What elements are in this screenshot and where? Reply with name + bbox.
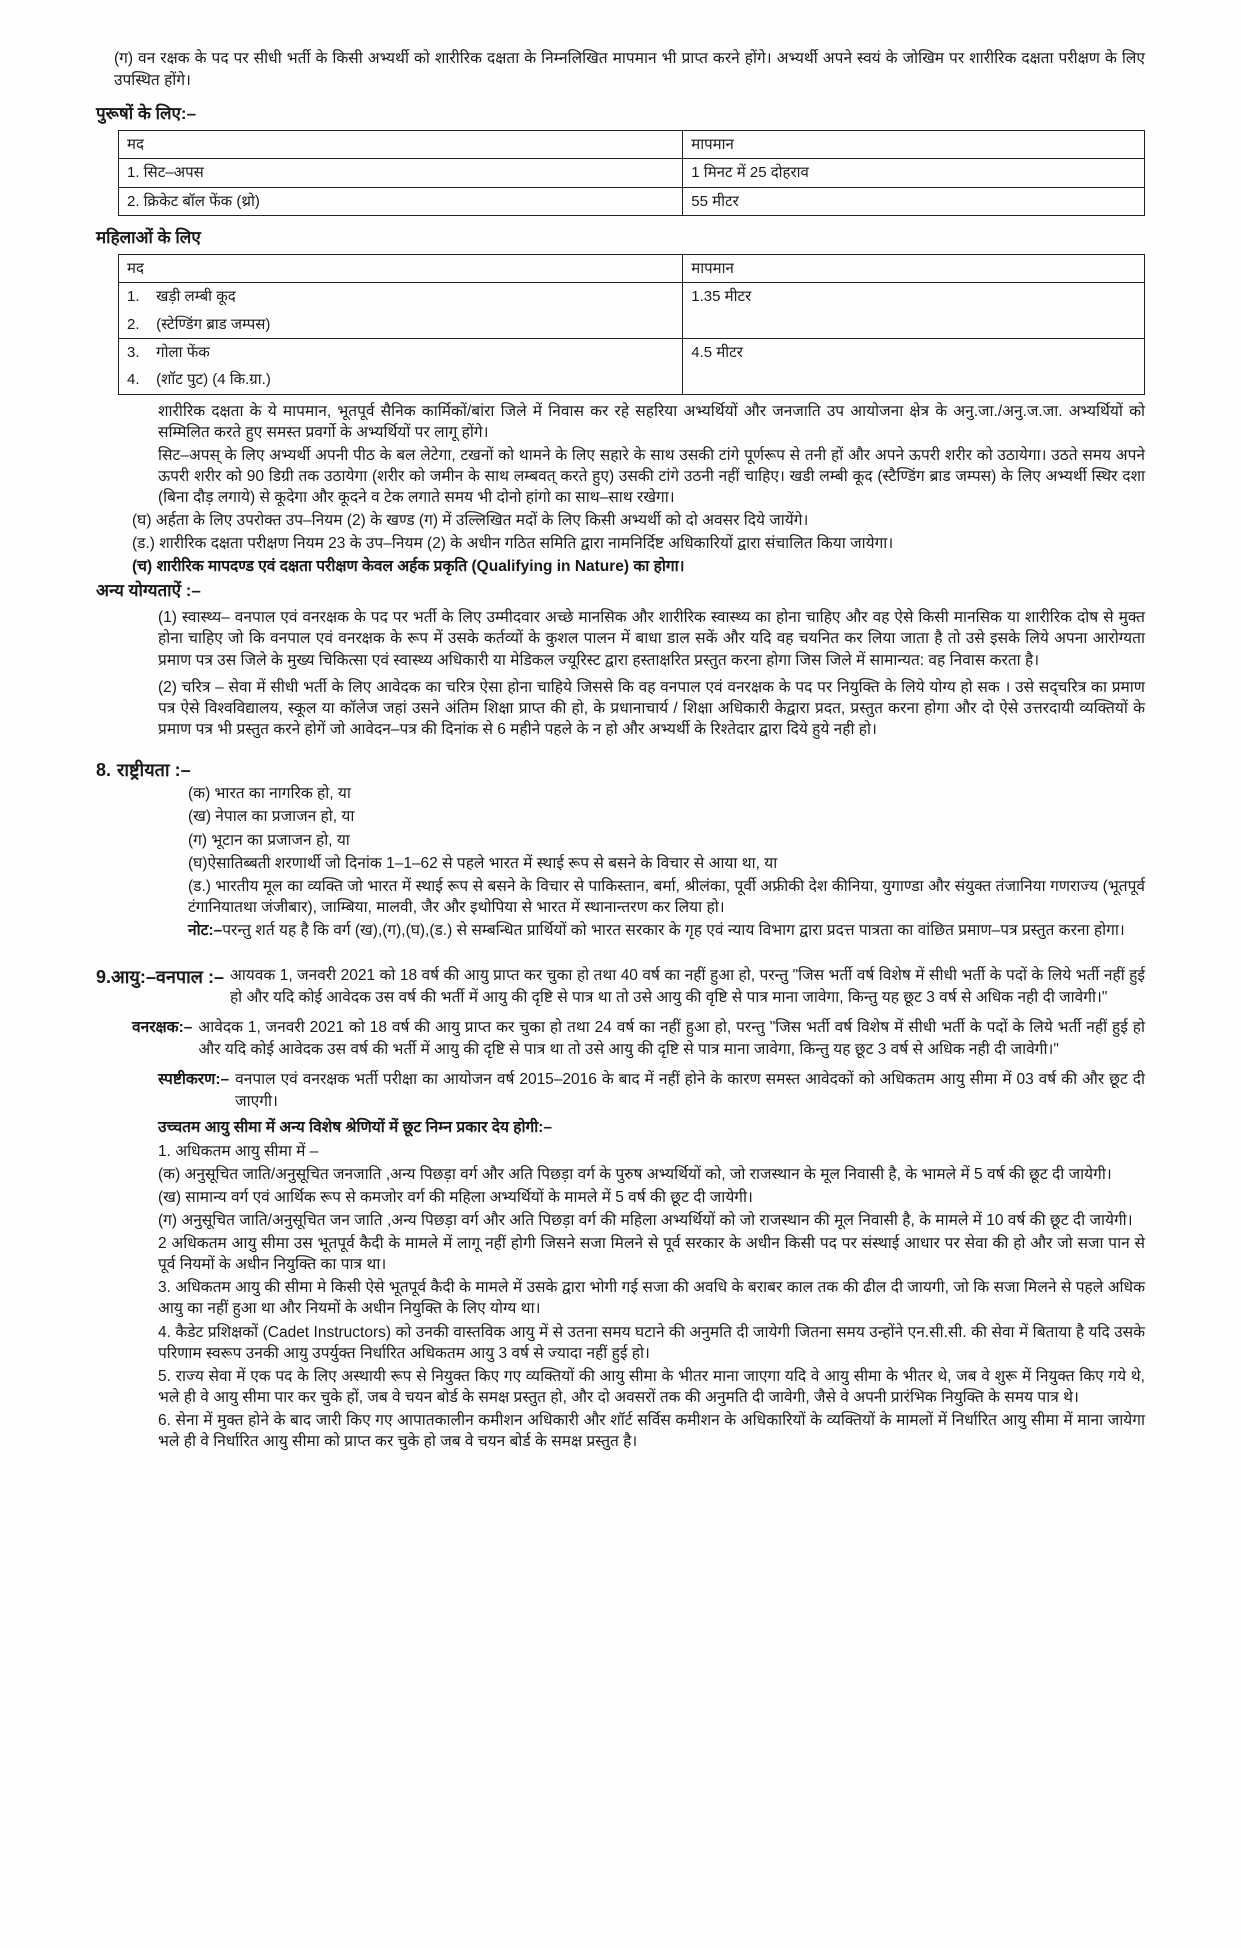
clause-cha: (च) शारीरिक मापदण्ड एवं दक्षता परीक्षण केवल अर्हक प्रकृति (Qualifying in Nature) का होगा। bbox=[132, 558, 685, 576]
physical-standard-paragraph-1: शारीरिक दक्षता के ये मापमान, भूतपूर्व सैनिक कार्मिकों/बांरा जिले में निवास कर रहे सहरिया अभ्यर्थियों और जनजाति उप आयोजना क्षेत्र के अनु.जा./अनु.ज.जा. अभ्यर्थियों को सम्मिलित करते हुए समस्त प्रवर्गो के अभ्यर्थियों पर लागू होंगे। bbox=[158, 402, 1145, 441]
relaxation-item: 4. कैडेट प्रशिक्षकों (Cadet Instructors) को उनकी वास्तविक आयु में से उतना समय घटाने की अनुमति दी जायेगी जितना समय उन्होंने एन.सी.सी. की सेवा में बिताया है यदि उसके परिणाम स्वरूप उनकी आयु उपर्युक्त निर्धारित अधिकतम आयु 3 वर्ष से ज्यादा नहीं हुई हो। bbox=[158, 1323, 1145, 1362]
relaxation-item: (ख) सामान्य वर्ग एवं आर्थिक रूप से कमजोर वर्ग की महिला अभ्यर्थियों के मामले में 5 वर्ष की छूट दी जायेगी। bbox=[158, 1189, 753, 1207]
table-header-item: मद bbox=[119, 255, 683, 283]
table-header-row bbox=[119, 255, 1145, 283]
section-9-block bbox=[96, 965, 1145, 1009]
forester-text: आवेदक 1, जनवरी 2021 को 18 वर्ष की आयु प्राप्त कर चुका हो तथा 24 वर्ष का नहीं हुआ हो, परन्तु "जिस भर्ती वर्ष विशेष में सीधी भर्ती के पदों के लिये भर्ती नहीं हुई हो और यदि कोई आवेदक उस वर्ष की भर्ती में आयु की दृष्टि से पात्र था तो उसे आयु की दृष्टि से पात्र माना जावेगा, किन्तु यह छूट 3 वर्ष से अधिक नही दी जावेगी।" bbox=[198, 1018, 1145, 1058]
section-8-note-text: परन्तु शर्त यह है कि वर्ग (ख),(ग),(घ),(ड.) से सम्बन्धित प्रार्थियों को भारत सरकार के गृह एवं न्याय विभाग द्वारा प्रदत्त पात्रता का वांछित प्रमाण–पत्र प्रस्तुत करना होगा। bbox=[222, 921, 1125, 939]
forester-block bbox=[132, 1017, 1145, 1061]
table-header-measure: मापमान bbox=[683, 131, 1145, 159]
table-header-measure: मापमान bbox=[683, 255, 1145, 283]
section-8-note bbox=[188, 920, 1145, 941]
section-8-item: (ग) भूटान का प्रजाजन हो, या bbox=[188, 831, 350, 849]
section-8-number: 8. bbox=[96, 759, 112, 780]
relaxation-item: 6. सेना में मुक्त होने के बाद जारी किए गए आपातकालीन कमीशन अधिकारी और शॉर्ट सर्विस कमीशन के अधिकारियों के व्यक्तियों के मामलों में निर्धारित आयु सीमा में माना जायेगा भले ही वे निर्धारित आयु सीमा को प्राप्त कर चुके हो जब वे चयन बोर्ड के समक्ष प्रस्तुत है। bbox=[158, 1411, 1145, 1450]
table-header-row bbox=[119, 131, 1145, 159]
section-8-note-label: नोट:– bbox=[188, 921, 223, 939]
relaxation-item: (क) अनुसूचित जाति/अनुसूचित जनजाति ,अन्य पिछड़ा वर्ग और अति पिछड़ा वर्ग के पुरुष अभ्यर्थियों को, जो राजस्थान के मूल निवासी है, के भामले में 5 वर्ष की छूट दी जायेगी। bbox=[158, 1166, 1112, 1184]
table-row bbox=[119, 283, 1145, 311]
section-8-item: (ख) नेपाल का प्रजाजन हो, या bbox=[188, 808, 355, 826]
physical-standard-paragraph-2: सिट–अपस् के लिए अभ्यर्थी अपनी पीठ के बल लेटेगा, टखनों को थामने के लिए सहारे के साथ उसकी टांगे पूर्णरूप से तनी हों और अपने ऊपरी शरीर को उठायेगा। उठते समय अपने ऊपरी शरीर को 90 डिग्री तक उठायेगा (शरीर को जमीन के साथ लम्बवत् करते हुए) उसकी टांगे उठनी नहीं चाहिए। खडी लम्बी कूद (स्टैण्डिंग ब्राड जम्पस) के लिए अभ्यर्थी स्थिर दशा (बिना दौड़ लगाये) से कूदेगा और कूदने व टेक लगाते समय भी दोनो हांगो का साथ–साथ रखेगा। bbox=[158, 446, 1145, 506]
table-cell-item: 3. गोला फेंक bbox=[119, 339, 683, 367]
relaxation-item: 3. अधिकतम आयु की सीमा मे किसी ऐसे भूतपूर्व कैदी के मामले में उसके द्वारा भोगी गई सजा की अवधि के बराबर काल तक की ढील दी जायगी, जो कि सजा मिलने से पहले अधिक आयु का नहीं हुआ था और नियमों के अधीन नियुक्ति के लिए योग्य था। bbox=[158, 1279, 1145, 1318]
table-cell-measure: 55 मीटर bbox=[683, 187, 1145, 215]
other-qualification-character: (2) चरित्र – सेवा में सीधी भर्ती के लिए आवेदक का चरित्र ऐसा होना चाहिये जिससे कि वह वनपाल एवं वनरक्षक के पद पर नियुक्ति के लिये योग्य हो सक । उसे सद्चरित्र का प्रमाण पत्र ऐसे विश्वविद्यालय, स्कूल या कॉलेज जहां उसने अंतिम शिक्षा प्राप्त की हो, के प्रधानाचार्य / शिक्षा अधिकारी केद्वारा प्रदत, प्रस्तुत करना होगा और दो ऐसे उत्तरदायी व्यक्तियों के प्रमाण पत्र भी प्रस्तुत करने होगें जो आवेदन–पत्र की दिनांक से 6 महीने पहले के न हो और अभ्यर्थी के रिश्तेदार द्वारा दिये हुये नही हो। bbox=[158, 678, 1145, 738]
clarification-text: वनपाल एवं वनरक्षक भर्ती परीक्षा का आयोजन वर्ष 2015–2016 के बाद में नहीं होने के कारण समस्त आवेदकों को अधिकतम आयु सीमा में 03 वर्ष की और छूट दी जाएगी। bbox=[235, 1070, 1145, 1110]
table-cell-item: 2. क्रिकेट बॉल फेंक (थ्रो) bbox=[119, 187, 683, 215]
relaxation-item: (ग) अनुसूचित जाति/अनुसूचित जन जाति ,अन्य पिछड़ा वर्ग और अति पिछड़ा वर्ग की महिला अभ्यर्थियों को जो राजस्थान की मूल निवासी है, के मामले में 10 वर्ष की छूट दी जायेगी। bbox=[158, 1212, 1133, 1230]
table-row bbox=[119, 339, 1145, 367]
women-criteria-table bbox=[118, 254, 1145, 394]
relaxation-heading: उच्चतम आयु सीमा में अन्य विशेष श्रेणियों में छूट निम्न प्रकार देय होगी:– bbox=[158, 1118, 553, 1136]
relaxation-item: 2 अधिकतम आयु सीमा उस भूतपूर्व कैदी के मामले में लागू नहीं होगी जिसने सजा मिलने से पूर्व सरकार के अधीन किसी पद पर संस्थाई आधार पर सेवा की हो और जो सजा पान से पूर्व नियमों के अधीन नियुक्ति का पात्र था। bbox=[158, 1235, 1145, 1274]
clarification-label: स्पष्टीकरण:– bbox=[158, 1070, 230, 1088]
men-criteria-heading: पुरूषों के लिए:– bbox=[96, 104, 197, 123]
section-8-title: राष्ट्रीयता :– bbox=[117, 759, 191, 780]
relaxation-item: 5. राज्य सेवा में एक पद के लिए अस्थायी रूप से नियुक्त किए गए व्यक्तियों की आयु सीमा के भीतर माना जाएगा यदि वे आयु सीमा के भीतर थे, जब वे शुरू में नियुक्त किए गये थे, भले ही वे आयु सीमा पार कर चुके हों, जब वे चयन बोर्ड के समक्ष प्रस्तुत हो, और दो अवसरों तक की अनुमति दी जावेगी, जैसे वे अपनी प्रारंभिक नियुक्ति के समय पात्र थे। bbox=[158, 1367, 1145, 1406]
section-9-label: आयु:–वनपाल :– bbox=[111, 966, 224, 987]
section-8-item: (ड.) भारतीय मूल का व्यक्ति जो भारत में स्थाई रूप से बसने के विचार से पाकिस्तान, बर्मा, श्रीलंका, पूर्वी अफ्रीकी देश कीनिया, युगाण्डा और संयुक्त तंजानिया गणराज्य (भूतपूर्व टंगानियातथा जंजीबार), जाम्बिया, मालवी, जैर और इथोपिया से भारत में स्थानान्तरण कर लिया हो। bbox=[188, 877, 1145, 916]
top-clause-paragraph: (ग) वन रक्षक के पद पर सीधी भर्ती के किसी अभ्यर्थी को शारीरिक दक्षता के निम्नलिखित मापमान भी प्राप्त करने होंगे। अभ्यर्थी अपने स्वयं के जोखिम पर शारीरिक दक्षता परीक्षण के लिए उपस्थित होंगे। bbox=[114, 50, 1145, 89]
section-8-item: (घ)ऐसातिब्बती शरणार्थी जो दिनांक 1–1–62 से पहले भारत में स्थाई रूप से बसने के विचार से आया था, या bbox=[188, 854, 778, 872]
clause-da: (ड.) शारीरिक दक्षता परीक्षण नियम 23 के उप–नियम (2) के अधीन गठित समिति द्वारा नामनिर्दिष्ट अधिकारियों द्वारा संचालित किया जायेगा। bbox=[132, 535, 894, 553]
table-row bbox=[119, 159, 1145, 187]
other-qualification-health: (1) स्वास्थ्य– वनपाल एवं वनरक्षक के पद पर भर्ती के लिए उम्मीदवार अच्छे मानसिक और शारीरिक स्वास्थ्य का होना चाहिए और वह ऐसे किसी मानसिक या शारीरिक दोष से मुक्त होना चाहिए जो कि वनपाल एवं वनरक्षक के रूप में उसके कर्तव्यों के कुशल पालन में बाधा डाल सकें और यदि वह चयनित कर लिया जाता है तो उसे इसके लिये अपना आरोग्यता प्रमाण पत्र उस जिले के मुख्य चिकित्सा एवं स्वास्थ्य अधिकारी या मेडिकल ज्यूरिस्ट द्वारा हस्ताक्षरित प्रस्तुत करना होगा जिस जिले में सामान्यत: वह निवास करता है। bbox=[158, 609, 1145, 669]
table-cell-item: 1. सिट–अपस bbox=[119, 159, 683, 187]
table-cell-measure: 4.5 मीटर bbox=[683, 339, 1145, 395]
clause-gha: (घ) अर्हता के लिए उपरोक्त उप–नियम (2) के खण्ड (ग) में उल्लिखित मदों के लिए किसी अभ्यर्थी को दो अवसर दिये जायेंगे। bbox=[132, 512, 809, 530]
clarification-block bbox=[158, 1069, 1145, 1113]
forester-label: वनरक्षक:– bbox=[132, 1018, 193, 1036]
table-cell-item: 4. (शॉट पुट) (4 कि.ग्रा.) bbox=[119, 366, 683, 394]
relaxation-item: 1. अधिकतम आयु सीमा में – bbox=[158, 1142, 319, 1160]
section-9-text: आयवक 1, जनवरी 2021 को 18 वर्ष की आयु प्राप्त कर चुका हो तथा 40 वर्ष का नहीं हुआ हो, परन्तु "जिस भर्ती वर्ष विशेष में सीधी भर्ती के पदों के लिये भर्ती नहीं हुई हो और यदि कोई आवेदक उस वर्ष की भर्ती में आयु की दृष्टि से पात्र था तो उसे आयु की वृष्टि से पात्र माना जावेगा, किन्तु यह छूट 3 वर्ष से अधिक नही दी जावेगी।" bbox=[229, 966, 1145, 1006]
section-8-header bbox=[96, 758, 1145, 784]
men-criteria-table bbox=[118, 130, 1145, 216]
table-cell-measure: 1 मिनट में 25 दोहराव bbox=[683, 159, 1145, 187]
section-8-item: (क) भारत का नागरिक हो, या bbox=[188, 785, 351, 803]
table-cell-item: 2. (स्टेण्डिंग ब्राड जम्पस) bbox=[119, 311, 683, 339]
table-cell-measure: 1.35 मीटर bbox=[683, 283, 1145, 339]
table-row bbox=[119, 187, 1145, 215]
table-header-item: मद bbox=[119, 131, 683, 159]
women-criteria-heading: महिलाओं के लिए bbox=[96, 228, 201, 248]
other-qualifications-heading: अन्य योग्यताऐं :– bbox=[96, 581, 201, 601]
table-cell-item: 1. खड़ी लम्बी कूद bbox=[119, 283, 683, 311]
section-9-number: 9. bbox=[96, 966, 112, 987]
